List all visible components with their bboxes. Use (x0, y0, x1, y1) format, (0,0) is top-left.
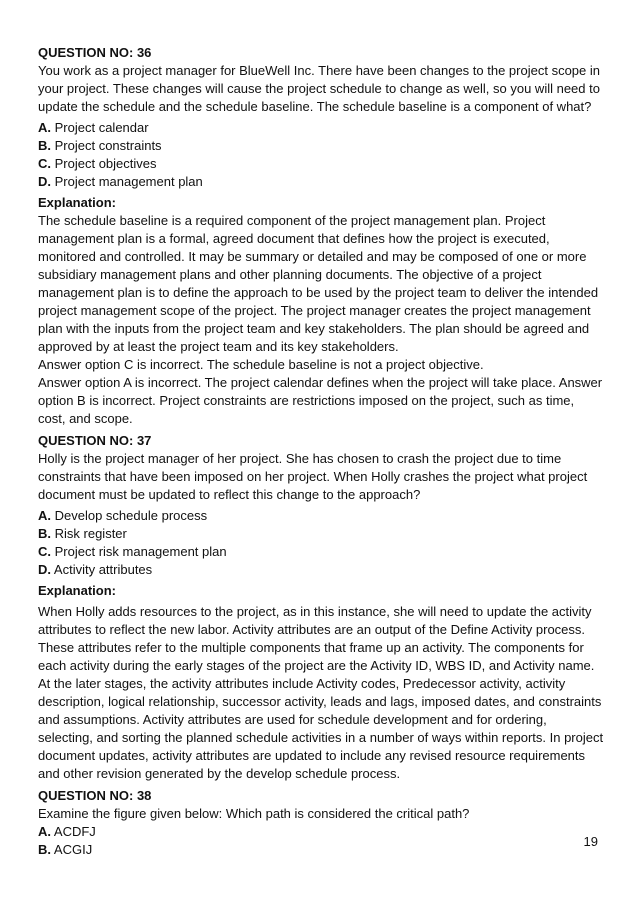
explanation-paragraph: Answer option A is incorrect. The project calendar defines when the project will take place. Answer option B is incorrect. Project constraints are restrictions imposed on the project, such as time, cost, and scope. (38, 375, 603, 426)
answer-options (38, 507, 604, 579)
option-b (38, 525, 604, 543)
option-d (38, 561, 604, 579)
option-letter: B. (38, 526, 51, 541)
page-number: 19 (583, 834, 598, 849)
option-letter: C. (38, 156, 51, 171)
option-letter: B. (38, 138, 51, 153)
explanation-paragraph: The schedule baseline is a required component of the project management plan. Project management plan is a formal, agreed document that defines how the project is executed, monitored and controlled. It may be summary or detailed and may be composed of one or more subsidiary management plans and other planning documents. The objective of a project management plan is to define the approach to be used by the project team to deliver the intended project management scope of the project. The project manager creates the project management plan with the inputs from the project team and key stakeholders. The plan should be agreed and approved by at least the project team and its key stakeholders. (38, 213, 599, 354)
question-36 (38, 44, 604, 428)
option-b (38, 841, 604, 859)
answer-options (38, 823, 604, 859)
option-text: Project management plan (54, 174, 203, 189)
document-page (38, 44, 604, 859)
question-37 (38, 432, 604, 783)
question-heading: QUESTION NO: 38 (38, 788, 152, 803)
option-letter: D. (38, 562, 51, 577)
option-letter: A. (38, 824, 51, 839)
question-heading: QUESTION NO: 36 (38, 45, 152, 60)
option-text: Activity attributes (53, 562, 153, 577)
answer-options (38, 119, 604, 191)
option-text: Project objectives (54, 156, 157, 171)
option-letter: C. (38, 544, 51, 559)
option-text: Risk register (54, 526, 127, 541)
option-d (38, 173, 604, 191)
option-letter: D. (38, 174, 51, 189)
option-c (38, 155, 604, 173)
option-text: ACGIJ (53, 842, 93, 857)
option-letter: A. (38, 120, 51, 135)
option-text: Project constraints (54, 138, 162, 153)
explanation-paragraph: When Holly adds resources to the project, as in this instance, she will need to update the activity attributes to reflect the new labor. Activity attributes are an output of the Define Activity process. These attributes refer to the multiple components that frame up an activity. The components for each activity during the early stages of the project are the Activity ID, WBS ID, and Activity name. At the later stages, the activity attributes include Activity codes, Predecessor activity, activity description, logical relationship, successor activity, leads and lags, imposed dates, and constraints and assumptions. Activity attributes are used for schedule development and for ordering, selecting, and sorting the planned schedule activities in a number of ways within reports. In project document updates, activity attributes are updated to include any revised resource requirements and other revision generated by the develop schedule process. (38, 604, 604, 781)
option-letter: B. (38, 842, 51, 857)
question-38 (38, 787, 604, 859)
option-a (38, 823, 604, 841)
question-text: Holly is the project manager of her project. She has chosen to crash the project due to time constraints that have been imposed on her project. When Holly crashes the project what project document must be updated to reflect this change to the approach? (38, 451, 588, 502)
option-letter: A. (38, 508, 51, 523)
explanation-heading: Explanation: (38, 583, 117, 598)
option-text: Project calendar (54, 120, 149, 135)
explanation-heading: Explanation: (38, 195, 117, 210)
option-text: Develop schedule process (54, 508, 208, 523)
question-heading: QUESTION NO: 37 (38, 433, 152, 448)
option-text: Project risk management plan (54, 544, 227, 559)
option-c (38, 543, 604, 561)
option-text: ACDFJ (53, 824, 96, 839)
explanation-paragraph: Answer option C is incorrect. The schedule baseline is not a project objective. (38, 357, 484, 372)
question-text: Examine the figure given below: Which path is considered the critical path? (38, 806, 470, 821)
option-a (38, 119, 604, 137)
option-b (38, 137, 604, 155)
option-a (38, 507, 604, 525)
question-text: You work as a project manager for BlueWell Inc. There have been changes to the project scope in your project. These changes will cause the project schedule to change as well, so you will need to update the schedule and the schedule baseline. The schedule baseline is a component of what? (38, 63, 600, 114)
